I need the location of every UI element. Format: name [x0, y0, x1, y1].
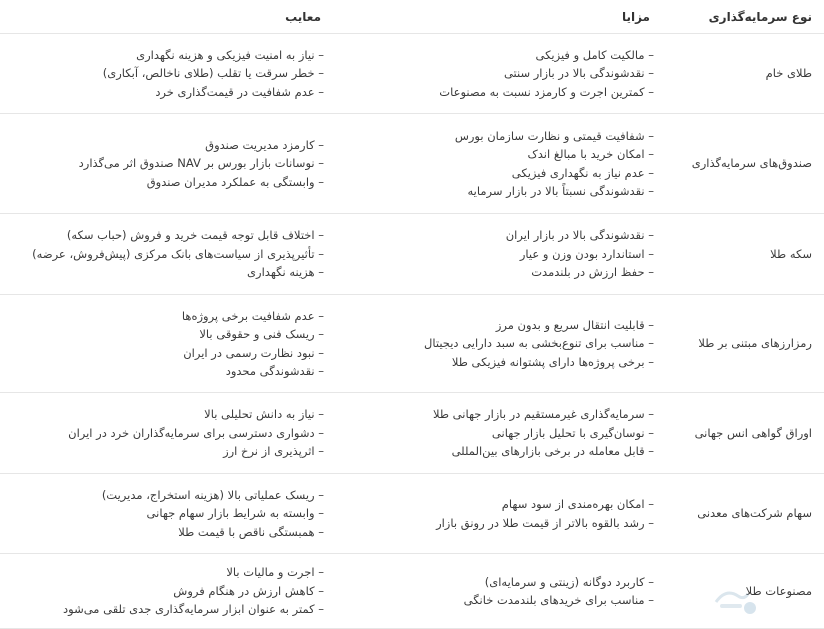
- disadvantages-cell: [0, 295, 338, 393]
- disadvantages-list: [0, 486, 324, 542]
- advantages-cell: [338, 393, 670, 474]
- table-row: [0, 554, 824, 629]
- disadvantage-item: – نیاز به دانش تحلیلی بالا: [0, 405, 324, 424]
- advantages-cell: [338, 295, 670, 393]
- advantage-item: – قابلیت انتقال سریع و بدون مرز: [338, 316, 654, 335]
- table-row: [0, 114, 824, 214]
- disadvantage-item: – دشواری دسترسی برای سرمایه‌گذاران خرد در ایران: [0, 424, 324, 443]
- disadvantage-item: – ریسک فنی و حقوقی بالا: [0, 325, 324, 344]
- disadvantages-list: [0, 136, 324, 192]
- table-row: [0, 214, 824, 295]
- disadvantage-item: – اختلاف قابل توجه قیمت خرید و فروش (حباب سکه): [0, 226, 324, 245]
- advantages-cell: [338, 114, 670, 214]
- disadvantages-list: [0, 563, 324, 619]
- advantage-item: – کمترین اجرت و کارمزد نسبت به مصنوعات: [338, 83, 654, 102]
- table-row: [0, 34, 824, 114]
- advantage-item: – قابل معامله در برخی بازارهای بین‌المللی: [338, 442, 654, 461]
- investment-type-cell: طلای خام: [670, 34, 824, 114]
- advantage-item: – رشد بالقوه بالاتر از قیمت طلا در رونق بازار: [338, 514, 654, 533]
- disadvantage-item: – کاهش ارزش در هنگام فروش: [0, 582, 324, 601]
- disadvantage-item: – تأثیرپذیری از سیاست‌های بانک مرکزی (پیش‌فروش، عرضه): [0, 245, 324, 264]
- advantages-cell: [338, 214, 670, 295]
- advantage-item: – نقدشوندگی بالا در بازار ایران: [338, 226, 654, 245]
- disadvantage-item: – وابستگی به عملکرد مدیران صندوق: [0, 173, 324, 192]
- advantage-item: – کاربرد دوگانه (زینتی و سرمایه‌ای): [338, 573, 654, 592]
- advantage-item: – امکان بهره‌مندی از سود سهام: [338, 495, 654, 514]
- disadvantage-item: – اجرت و مالیات بالا: [0, 563, 324, 582]
- advantage-item: – مناسب برای تنوع‌بخشی به سبد دارایی دیجیتال: [338, 334, 654, 353]
- disadvantages-list: [0, 226, 324, 282]
- disadvantage-item: – نقدشوندگی محدود: [0, 362, 324, 381]
- investment-type-cell: سکه طلا: [670, 214, 824, 295]
- disadvantages-cell: [0, 474, 338, 554]
- advantage-item: – عدم نیاز به نگهداری فیزیکی: [338, 164, 654, 183]
- disadvantage-item: – نوسانات بازار بورس بر NAV صندوق اثر می‌گذارد: [0, 154, 324, 173]
- advantage-item: – نوسان‌گیری با تحلیل بازار جهانی: [338, 424, 654, 443]
- disadvantages-list: [0, 405, 324, 461]
- advantage-item: – نقدشوندگی بالا در بازار سنتی: [338, 64, 654, 83]
- investment-type-cell: سهام شرکت‌های معدنی: [670, 474, 824, 554]
- header-disadvantages: معایب: [0, 0, 338, 34]
- advantages-list: [338, 127, 654, 201]
- disadvantage-item: – ریسک عملیاتی بالا (هزینه استخراج، مدیریت): [0, 486, 324, 505]
- table-row: [0, 393, 824, 474]
- advantages-list: [338, 573, 654, 610]
- advantages-cell: [338, 554, 670, 629]
- disadvantages-list: [0, 46, 324, 102]
- table-body: [0, 34, 824, 629]
- disadvantage-item: – کارمزد مدیریت صندوق: [0, 136, 324, 155]
- advantages-list: [338, 46, 654, 102]
- disadvantage-item: – نیاز به امنیت فیزیکی و هزینه نگهداری: [0, 46, 324, 65]
- disadvantages-cell: [0, 34, 338, 114]
- disadvantage-item: – اثرپذیری از نرخ ارز: [0, 442, 324, 461]
- investment-type-cell: صندوق‌های سرمایه‌گذاری: [670, 114, 824, 214]
- table-header-row: [0, 0, 824, 34]
- disadvantage-item: – عدم شفافیت در قیمت‌گذاری خرد: [0, 83, 324, 102]
- disadvantage-item: – هزینه نگهداری: [0, 263, 324, 282]
- advantage-item: – نقدشوندگی نسبتاً بالا در بازار سرمایه: [338, 182, 654, 201]
- site-logo-watermark-icon: [712, 580, 758, 616]
- table-row: [0, 295, 824, 393]
- advantage-item: – امکان خرید با مبالغ اندک: [338, 145, 654, 164]
- disadvantages-list: [0, 307, 324, 381]
- advantage-item: – سرمایه‌گذاری غیرمستقیم در بازار جهانی طلا: [338, 405, 654, 424]
- disadvantage-item: – همبستگی ناقص با قیمت طلا: [0, 523, 324, 542]
- advantage-item: – مالکیت کامل و فیزیکی: [338, 46, 654, 65]
- disadvantages-cell: [0, 114, 338, 214]
- disadvantages-cell: [0, 554, 338, 629]
- advantages-cell: [338, 34, 670, 114]
- advantage-item: – شفافیت قیمتی و نظارت سازمان بورس: [338, 127, 654, 146]
- disadvantage-item: – عدم شفافیت برخی پروژه‌ها: [0, 307, 324, 326]
- advantage-item: – مناسب برای خریدهای بلندمدت خانگی: [338, 591, 654, 610]
- disadvantages-cell: [0, 214, 338, 295]
- advantages-list: [338, 226, 654, 282]
- investment-type-cell: مصنوعات طلا: [670, 554, 824, 629]
- advantages-list: [338, 495, 654, 532]
- table-row: [0, 474, 824, 554]
- disadvantage-item: – وابسته به شرایط بازار سهام جهانی: [0, 504, 324, 523]
- disadvantage-item: – کمتر به عنوان ابزار سرمایه‌گذاری جدی تلقی می‌شود: [0, 600, 324, 619]
- disadvantages-cell: [0, 393, 338, 474]
- advantage-item: – برخی پروژه‌ها دارای پشتوانه فیزیکی طلا: [338, 353, 654, 372]
- advantage-item: – استاندارد بودن وزن و عیار: [338, 245, 654, 264]
- header-advantages: مزایا: [338, 0, 670, 34]
- investment-type-cell: رمزارزهای مبتنی بر طلا: [670, 295, 824, 393]
- advantage-item: – حفظ ارزش در بلندمدت: [338, 263, 654, 282]
- investment-type-cell: اوراق گواهی انس جهانی: [670, 393, 824, 474]
- advantages-cell: [338, 474, 670, 554]
- header-investment-type: نوع سرمایه‌گذاری: [670, 0, 824, 34]
- advantages-list: [338, 316, 654, 372]
- disadvantage-item: – نبود نظارت رسمی در ایران: [0, 344, 324, 363]
- advantages-list: [338, 405, 654, 461]
- disadvantage-item: – خطر سرقت یا تقلب (طلای ناخالص، آبکاری): [0, 64, 324, 83]
